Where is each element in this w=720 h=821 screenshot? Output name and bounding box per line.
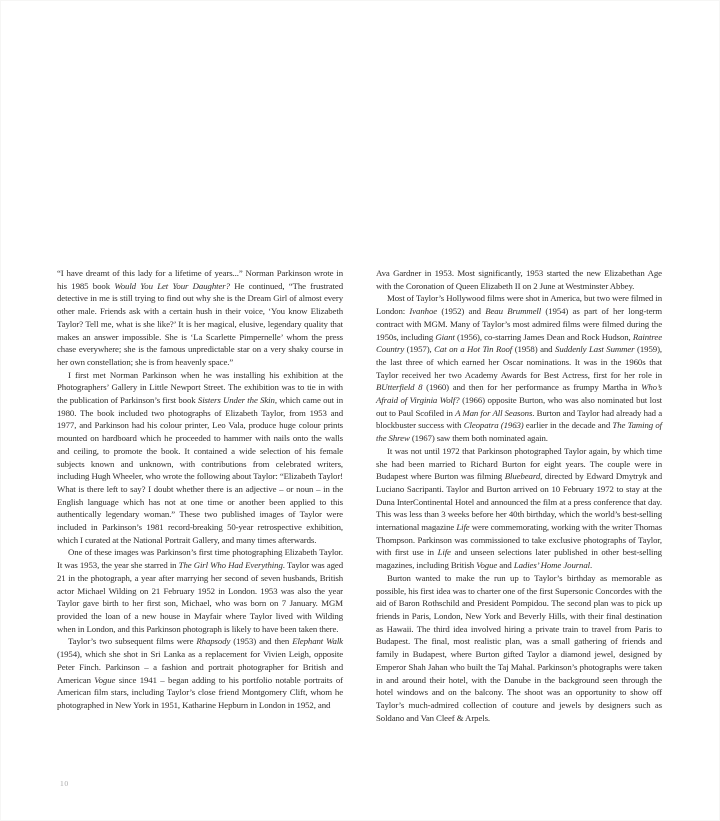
italic-title: Sisters Under the Skin — [197, 395, 275, 406]
italic-title: Rhapsody — [196, 636, 231, 647]
italic-title: The Girl Who Had Everything — [178, 560, 283, 571]
paragraph: Burton wanted to make the run up to Taylor’s birthday as memorable as possible, his first idea was to charter one of the first Supersonic Concordes with the aid of Baron Rothschild and President Pompidou. The second plan was to pick up friends in Paris, London, New York and Beverly Hills, with their final destination as Hawaii. The third idea involved hiring a private train to travel from Paris to Budapest. The final, most realistic plan, was a small gathering of friends and family in Budapest, where Burton gifted Taylor a diamond jewel, designed by Emperor Shah Jahan who built the Taj Mahal. Parkinson’s photographs were taken in and around their hotel, with the Danube in the background seen through the hotel windows and on the balcony. The shoot was an opportunity to show off Taylor’s much-admired collection of couture and jewels by designers such as Soldano and Van Cleef & Arpels. — [376, 572, 662, 723]
italic-title: Life — [437, 547, 451, 558]
italic-title: Raintree Country — [376, 331, 662, 355]
paragraph: I first met Norman Parkinson when he was installing his exhibition at the Photographers’ Gallery in Little Newport Street. The exhibition was to tie in with the publication of Parkinson’s first book Sisters Under the Skin, which came out in 1980. The book included two photographs of Elizabeth Taylor, from 1953 and 1977, and Parkinson had his colour printer, Leo Vala, produce huge colour prints mounted on hardboard which he proceeded to hammer with nails onto the walls and ceiling, to promote the book. It contained a wide selection of his female subjects known and unknown, with contributions from celebrated writers, including Hugh Wheeler, who wrote the following about Taylor: “Elizabeth Taylor! What is there left to say? I doubt whether there is an adjective – or noun – in the English language which has not at one time or another been applied to this authentically legendary woman.” These two published images of Taylor were included in Parkinson’s 1981 record-breaking 50-year retrospective exhibition, which I curated at the National Portrait Gallery, and many times afterwards. — [57, 369, 344, 545]
italic-title: Ladies’ Home Journal — [513, 560, 591, 571]
italic-title: BUtterfield 8 — [376, 382, 423, 393]
italic-title: Life — [456, 522, 470, 533]
italic-title: The Taming of the Shrew — [376, 420, 662, 444]
italic-title: Who’s Afraid of Virginia Wolf? — [376, 382, 662, 406]
paragraph: One of these images was Parkinson’s first time photographing Elizabeth Taylor. It was 1953, the year she starred in The Girl Who Had Everything. Taylor was aged 21 in the photograph, a year after marrying her second of seven husbands, British actor Michael Wilding on 21 February 1952 in London. 1953 was also the year Taylor gave birth to her first son, Michael, who was born on 7 January. MGM provided the loan of a new house in Mayfair where Taylor lived with Wilding when in London, and this Parkinson photograph is likely to have been taken there. — [57, 547, 344, 634]
italic-title: Would You Let Your Daughter? — [114, 280, 230, 291]
column-left — [57, 267, 343, 724]
paragraph: It was not until 1972 that Parkinson photographed Taylor again, by which time she had been married to Richard Burton for eight years. The couple were in Budapest where Burton was filming Bluebeard, directed by Edward Dmytryk and Luciano Sacripanti. Taylor and Burton arrived on 10 February 1972 to stay at the Duna InterContinental Hotel and announced the film at a press conference that day. This was less than 3 weeks before her 40th birthday, which the world’s best-selling international magazine Life were commemorating, working with the writer Thomas Thompson. Parkinson was commissioned to take exclusive photographs of Taylor, with first use in Life and unseen selections later published in other best-selling magazines, including British Vogue and Ladies’ Home Journal. — [376, 445, 662, 571]
italic-title: Beau Brummell — [485, 306, 542, 317]
article-body — [57, 267, 663, 724]
italic-title: Bluebeard — [504, 471, 541, 482]
paragraph: “I have dreamt of this lady for a lifetime of years...” Norman Parkinson wrote in his 1985 book Would You Let Your Daughter? He continued, “The frustrated detective in me is still trying to find out why she is the Dream Girl of almost every other male. Friends ask with a certain hush in their voice, ‘You know Elizabeth Taylor? Tell me, what is she like?’ It is her magical, elusive, legendary quality that makes an answer impossible. She is ‘La Scarlette Pimpernelle’ whom the press chase everywhere; she is the famous unpredictable star on a very shaky course in her own constellation; she is from heavenly space.” — [57, 268, 343, 367]
italic-title: Cleopatra (1963) — [463, 420, 524, 431]
italic-title: Vogue — [94, 674, 116, 685]
italic-title: Vogue — [476, 560, 498, 571]
italic-title: Giant — [435, 331, 455, 342]
italic-title: Suddenly Last Summer — [555, 344, 635, 355]
paragraph: Most of Taylor’s Hollywood films were shot in America, but two were filmed in London: Ivanhoe (1952) and Beau Brummell (1954) as part of her long-term contract with MGM. Many of Taylor’s most admired films were filmed during the 1950s, including Giant (1956), co-starring James Dean and Rock Hudson, Raintree Country (1957), Cat on a Hot Tin Roof (1958) and Suddenly Last Summer (1959), the last three of which earned her Oscar nominations. It was in the 1960s that Taylor received her two Academy Awards for Best Actress, first for her role in BUtterfield 8 (1960) and then for her performance as frumpy Martha in Who’s Afraid of Virginia Wolf? (1966) opposite Burton, who was also nominated but lost out to Paul Scofiled in A Man for All Seasons. Burton and Taylor had already had a blockbuster success with Cleopatra (1963) earlier in the decade and The Taming of the Shrew (1967) saw them both nominated again. — [376, 293, 662, 444]
italic-title: Elephant Walk — [292, 636, 343, 647]
italic-title: A Man for All Seasons — [455, 407, 533, 418]
paragraph: Ava Gardner in 1953. Most significantly, 1953 started the new Elizabethan Age with the Coronation of Queen Elizabeth II on 2 June at Westminster Abbey. — [376, 268, 662, 291]
italic-title: Ivanhoe — [409, 306, 438, 317]
paragraph: Taylor’s two subsequent films were Rhapsody (1953) and then Elephant Walk (1954), which she shot in Sri Lanka as a replacement for Vivien Leigh, opposite Peter Finch. Parkinson – a fashion and portrait photographer for British and American Vogue since 1941 – began adding to his portfolio notable portraits of American film stars, including Taylor’s close friend Montgomery Clift, whom he photographed in New York in 1951, Katharine Hepburn in London in 1952, and — [57, 636, 343, 710]
page-number: 10 — [60, 779, 69, 788]
italic-title: Cat on a Hot Tin Roof — [434, 344, 513, 355]
column-right — [376, 267, 662, 724]
